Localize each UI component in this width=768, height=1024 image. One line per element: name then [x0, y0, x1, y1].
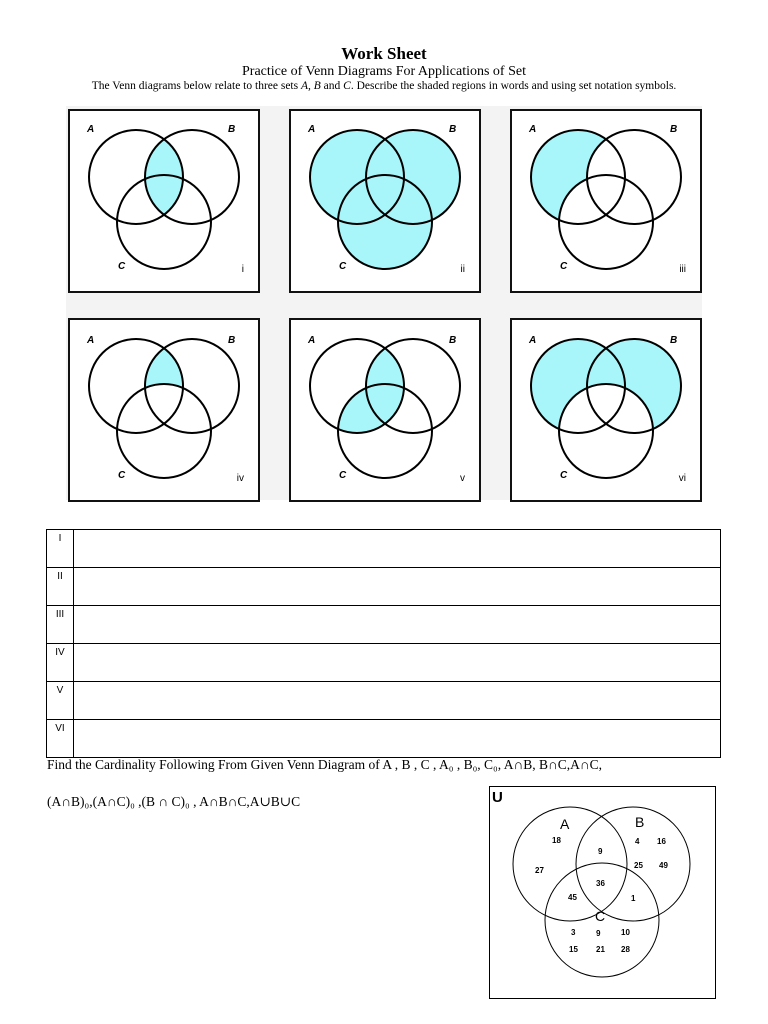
row-numeral: I	[47, 530, 74, 568]
region-value: 18	[552, 836, 561, 845]
answer-cell[interactable]	[74, 644, 721, 682]
cardinality-question-line-1: Find the Cardinality Following From Given Venn Diagram of A , B , C , A₀ , B₀, C₀, A∩B, B∩C,A∩C,	[47, 757, 603, 772]
answer-cell[interactable]	[74, 568, 721, 606]
set-label-b: B	[228, 124, 236, 135]
venn-diagram-i	[70, 111, 258, 291]
venn-diagram-vi	[512, 320, 700, 500]
region-value: 9	[598, 847, 603, 856]
set-label-c: C	[118, 261, 126, 272]
worksheet-title: Work Sheet	[341, 44, 427, 63]
row-numeral: IV	[47, 644, 74, 682]
shaded-region	[310, 130, 460, 269]
venn-panel-vi	[510, 318, 702, 502]
row-numeral: III	[47, 606, 74, 644]
set-label-b: B	[670, 335, 678, 346]
region-value: 21	[596, 945, 605, 954]
set-label-b: B	[635, 814, 645, 830]
set-label-a: A	[87, 335, 95, 346]
row-numeral: V	[47, 682, 74, 720]
shaded-region	[531, 339, 681, 433]
diagram-numeral: iv	[236, 473, 244, 484]
cardinality-question-line-2: (A∩B)₀,(A∩C)₀ ,(B ∩ C)₀ , A∩B∩C,A∪B∪C	[47, 794, 301, 809]
region-value: 28	[621, 945, 630, 954]
set-label-a: A	[529, 335, 537, 346]
region-value: 3	[571, 928, 576, 937]
region-value: 4	[635, 837, 640, 846]
set-label-b: B	[449, 124, 457, 135]
instructions-sets-ab: A, B	[300, 80, 321, 92]
venn-diagram-v	[291, 320, 479, 500]
set-label-b: B	[449, 335, 457, 346]
set-label-a: A	[87, 124, 95, 135]
set-label-c: C	[339, 470, 347, 481]
venn-panel-iii	[510, 109, 702, 293]
universe-venn-diagram	[489, 786, 716, 999]
venn-diagram-iii	[512, 111, 700, 291]
answer-table	[46, 529, 721, 758]
venn-diagram-ii	[291, 111, 479, 291]
region-value: 45	[568, 893, 577, 902]
answer-cell[interactable]	[74, 682, 721, 720]
table-row	[47, 530, 721, 568]
table-row	[47, 720, 721, 758]
row-numeral: II	[47, 568, 74, 606]
table-row	[47, 568, 721, 606]
answer-cell[interactable]	[74, 530, 721, 568]
instructions	[0, 80, 768, 92]
venn-diagram-iv	[70, 320, 258, 500]
region-value: 15	[569, 945, 578, 954]
row-numeral: VI	[47, 720, 74, 758]
answer-cell[interactable]	[74, 606, 721, 644]
set-label-c: C	[118, 470, 126, 481]
set-label-c: C	[560, 470, 568, 481]
table-row	[47, 606, 721, 644]
region-value: 36	[596, 879, 605, 888]
universe-label: U	[492, 789, 503, 806]
instructions-and: and	[320, 80, 344, 92]
set-label-a: A	[308, 124, 316, 135]
region-value: 10	[621, 928, 630, 937]
region-value: 1	[631, 894, 636, 903]
worksheet-subtitle: Practice of Venn Diagrams For Applications of Set	[242, 64, 526, 79]
venn-panel-iv	[68, 318, 260, 502]
region-value: 25	[634, 861, 643, 870]
table-row	[47, 682, 721, 720]
set-label-c: C	[595, 908, 606, 924]
set-label-b: B	[670, 124, 678, 135]
instructions-set-c: C	[343, 80, 351, 92]
set-label-a: A	[560, 816, 570, 832]
set-label-a: A	[529, 124, 537, 135]
region-value: 16	[657, 837, 666, 846]
diagram-numeral: i	[241, 264, 244, 275]
instructions-text-a: The Venn diagrams below relate to three sets	[91, 80, 301, 92]
diagram-numeral: v	[460, 473, 465, 484]
set-label-b: B	[228, 335, 236, 346]
venn-panel-i	[68, 109, 260, 293]
instructions-text-b: . Describe the shaded regions in words and using set notation symbols.	[350, 80, 677, 92]
diagram-numeral: ii	[460, 264, 465, 275]
venn-panel-v	[289, 318, 481, 502]
set-label-c: C	[560, 261, 568, 272]
venn-panel-ii	[289, 109, 481, 293]
region-value: 6	[596, 928, 601, 937]
diagram-numeral: vi	[678, 473, 686, 484]
set-label-c: C	[339, 261, 347, 272]
region-value: 27	[535, 866, 544, 875]
region-value: 49	[659, 861, 668, 870]
diagram-numeral: iii	[679, 264, 686, 275]
table-row	[47, 644, 721, 682]
set-label-a: A	[308, 335, 316, 346]
universe-circles	[490, 787, 715, 998]
answer-cell[interactable]	[74, 720, 721, 758]
